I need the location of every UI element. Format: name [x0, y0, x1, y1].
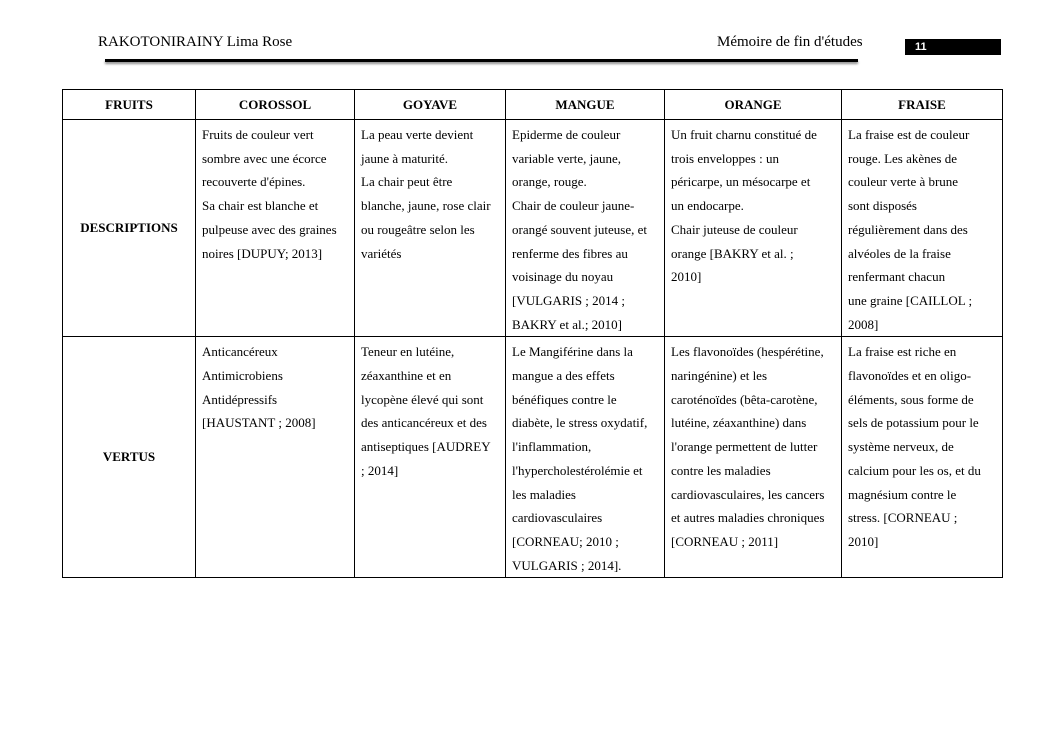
- header-divider: [105, 59, 858, 62]
- table-row-vertus: [63, 337, 1003, 578]
- cell-descriptions-fraise: La fraise est de couleur rouge. Les akènes de couleur verte à brune sont disposés régulièrement dans des alvéoles de la fraise renfermant chacun une graine [CAILLOL ; 2008]: [842, 120, 1003, 337]
- cell-descriptions-mangue: Epiderme de couleur variable verte, jaune, orange, rouge. Chair de couleur jaune- orangé souvent juteuse, et renferme des fibres au voisinage du noyau [VULGARIS ; 2014 ; BAKRY et al.; 2010]: [506, 120, 665, 337]
- column-header-corossol: COROSSOL: [196, 90, 355, 120]
- page-number-badge: 11: [905, 39, 1001, 55]
- column-header-mangue: MANGUE: [506, 90, 665, 120]
- row-header-descriptions: DESCRIPTIONS: [63, 120, 196, 337]
- table-row-descriptions: [63, 120, 1003, 337]
- fruits-table: [62, 89, 1003, 578]
- cell-vertus-corossol: Anticancéreux Antimicrobiens Antidépressifs [HAUSTANT ; 2008]: [196, 337, 355, 578]
- column-header-fruits: FRUITS: [63, 90, 196, 120]
- table-header-row: [63, 90, 1003, 120]
- cell-descriptions-goyave: La peau verte devient jaune à maturité. La chair peut être blanche, jaune, rose clair ou rougeâtre selon les variétés: [355, 120, 506, 337]
- column-header-fraise: FRAISE: [842, 90, 1003, 120]
- cell-descriptions-corossol: Fruits de couleur vert sombre avec une écorce recouverte d'épines. Sa chair est blanche et pulpeuse avec des graines noires [DUPUY; 2013]: [196, 120, 355, 337]
- column-header-orange: ORANGE: [665, 90, 842, 120]
- column-header-goyave: GOYAVE: [355, 90, 506, 120]
- cell-vertus-orange: Les flavonoïdes (hespérétine, naringénine) et les caroténoïdes (bêta-carotène, lutéine, zéaxanthine) dans l'orange permettent de lutter contre les maladies cardiovasculaires, les cancers et autres maladies chroniques [CORNEAU ; 2011]: [665, 337, 842, 578]
- cell-vertus-fraise: La fraise est riche en flavonoïdes et en oligo- éléments, sous forme de sels de potassium pour le système nerveux, de calcium pour les os, et du magnésium contre le stress. [CORNEAU ; 2010]: [842, 337, 1003, 578]
- cell-vertus-goyave: Teneur en lutéine, zéaxanthine et en lycopène élevé qui sont des anticancéreux et des antiseptiques [AUDREY ; 2014]: [355, 337, 506, 578]
- header-title: Mémoire de fin d'études: [717, 34, 863, 50]
- cell-vertus-mangue: Le Mangiférine dans la mangue a des effets bénéfiques contre le diabète, le stress oxydatif, l'inflammation, l'hypercholestérolémie et les maladies cardiovasculaires [CORNEAU; 2010 ; VULGARIS ; 2014].: [506, 337, 665, 578]
- header-author: RAKOTONIRAINY Lima Rose: [98, 34, 293, 50]
- cell-descriptions-orange: Un fruit charnu constitué de trois enveloppes : un péricarpe, un mésocarpe et un endocarpe. Chair juteuse de couleur orange [BAKRY et al. ; 2010]: [665, 120, 842, 337]
- row-header-vertus: VERTUS: [63, 337, 196, 578]
